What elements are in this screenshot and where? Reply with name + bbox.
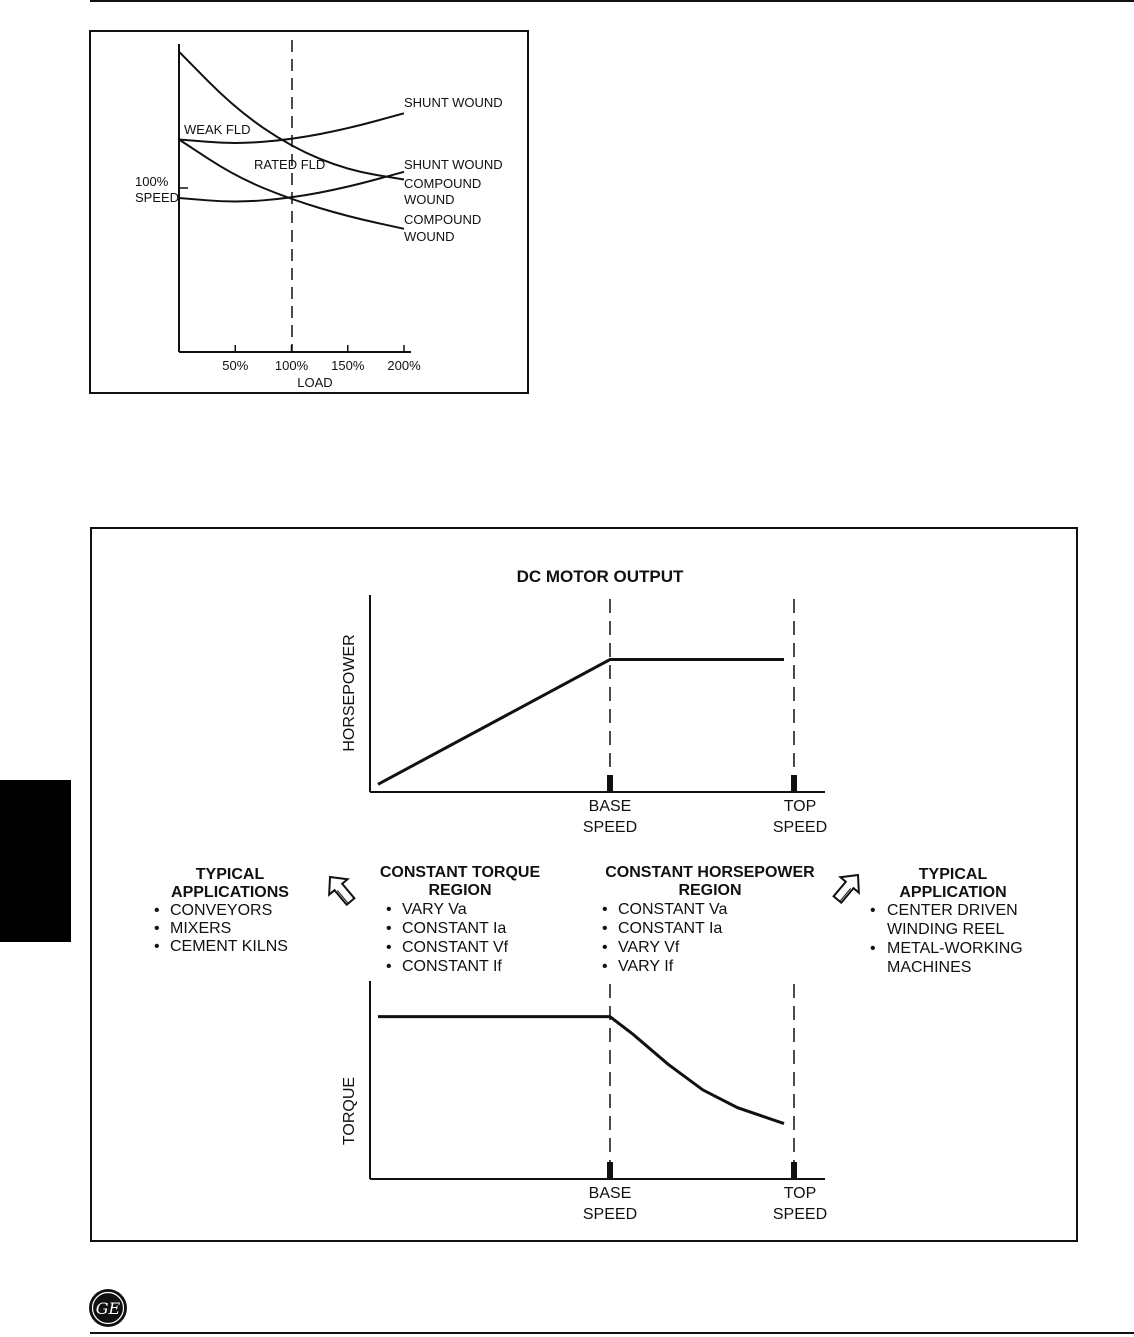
torque-item-1: VARY Va xyxy=(402,901,467,918)
ge-logo xyxy=(88,1288,128,1328)
x-tick-label: 100% xyxy=(274,358,309,373)
hp-region-head-1: CONSTANT HORSEPOWER xyxy=(605,864,815,881)
hp-region-bullet-2: • xyxy=(602,920,608,937)
x-tick-label: 50% xyxy=(222,358,249,373)
left-apps-bullet-2: • xyxy=(154,920,160,937)
hp-top-label-2: SPEED xyxy=(772,819,828,836)
hp-region-bullet-4: • xyxy=(602,958,608,975)
torque-region-text xyxy=(380,864,541,975)
label-compound-lower-1: COMPOUND xyxy=(404,212,482,227)
x-tick-label: 150% xyxy=(331,358,365,373)
torque-bullet-4: • xyxy=(386,958,392,975)
hp-region-item-3: VARY Vf xyxy=(618,939,680,956)
left-apps-head-1: TYPICAL xyxy=(195,866,265,883)
bottom-rule xyxy=(90,1332,1134,1334)
speed-marker-label-1: 100% xyxy=(135,174,169,189)
hp-top-label-1: TOP xyxy=(783,798,817,815)
hp-region-text xyxy=(602,864,815,975)
hp-region-bullet-1: • xyxy=(602,901,608,918)
dc-motor-output-figure xyxy=(90,527,1078,1242)
hp-top-speed-tick xyxy=(791,775,797,792)
label-compound-upper-1: COMPOUND xyxy=(404,176,482,191)
tq-top-label-1: TOP xyxy=(783,1185,817,1202)
horsepower-curve xyxy=(378,660,784,785)
x-axis-label: LOAD xyxy=(297,375,333,390)
right-apps-head-2: APPLICATION xyxy=(899,884,1007,901)
tq-top-label-2: SPEED xyxy=(772,1206,828,1223)
label-compound-upper-2: WOUND xyxy=(404,192,455,207)
right-apps-bullet-2: • xyxy=(870,940,876,957)
hp-region-bullet-3: • xyxy=(602,939,608,956)
label-compound-lower-2: WOUND xyxy=(404,229,455,244)
hp-base-label-2: SPEED xyxy=(582,819,638,836)
hp-base-label-1: BASE xyxy=(588,798,632,815)
torque-head-1: CONSTANT TORQUE xyxy=(379,864,541,881)
speed-load-figure xyxy=(89,30,529,394)
label-shunt-upper: SHUNT WOUND xyxy=(404,95,503,110)
left-apps-item-1: CONVEYORS xyxy=(170,902,273,919)
torque-item-3: CONSTANT Vf xyxy=(402,939,509,956)
torque-item-2: CONSTANT Ia xyxy=(402,920,507,937)
right-arrow-icon xyxy=(828,867,867,907)
hp-region-item-4: VARY If xyxy=(618,958,674,975)
torque-bullet-3: • xyxy=(386,939,392,956)
x-ticks xyxy=(222,345,421,373)
left-apps-item-2: MIXERS xyxy=(170,920,232,937)
label-shunt-lower: SHUNT WOUND xyxy=(404,157,503,172)
tq-base-label-1: BASE xyxy=(588,1185,632,1202)
torque-curve xyxy=(378,1017,784,1124)
tq-base-label-2: SPEED xyxy=(582,1206,638,1223)
tq-base-speed-tick xyxy=(607,1162,613,1179)
right-apps-head-1: TYPICAL xyxy=(918,866,988,883)
torque-bullet-2: • xyxy=(386,920,392,937)
x-tick-label: 200% xyxy=(387,358,421,373)
left-apps-head-2: APPLICATIONS xyxy=(171,884,289,901)
speed-load-chart xyxy=(91,32,531,396)
hp-region-head-2: REGION xyxy=(678,882,742,899)
left-applications xyxy=(154,866,289,955)
left-apps-item-3: CEMENT KILNS xyxy=(170,938,288,955)
section-tab xyxy=(0,780,71,942)
right-applications xyxy=(870,866,1023,976)
rated-fld-annotation: RATED FLD xyxy=(254,157,326,172)
hp-region-item-2: CONSTANT Ia xyxy=(618,920,723,937)
left-arrow-icon xyxy=(321,869,360,909)
hp-region-item-1: CONSTANT Va xyxy=(618,901,728,918)
svg-text:GE: GE xyxy=(95,1299,121,1318)
left-apps-bullet-1: • xyxy=(154,902,160,919)
right-apps-item-4: MACHINES xyxy=(887,959,972,976)
left-apps-bullet-3: • xyxy=(154,938,160,955)
speed-marker-label-2: SPEED xyxy=(135,190,180,205)
right-apps-item-3: METAL-WORKING xyxy=(887,940,1023,957)
chart-title: DC MOTOR OUTPUT xyxy=(516,567,684,586)
top-rule xyxy=(90,0,1134,2)
torque-bullet-1: • xyxy=(386,901,392,918)
right-apps-item-1: CENTER DRIVEN xyxy=(887,902,1018,919)
torque-item-4: CONSTANT If xyxy=(402,958,502,975)
right-apps-bullet-1: • xyxy=(870,902,876,919)
torque-head-2: REGION xyxy=(428,882,492,899)
hp-base-speed-tick xyxy=(607,775,613,792)
hp-y-label: HORSEPOWER xyxy=(341,634,358,752)
dc-motor-output-chart xyxy=(92,529,1080,1244)
tq-top-speed-tick xyxy=(791,1162,797,1179)
tq-y-label: TORQUE xyxy=(341,1076,358,1146)
right-apps-item-2: WINDING REEL xyxy=(887,921,1005,938)
weak-fld-annotation: WEAK FLD xyxy=(184,122,251,137)
